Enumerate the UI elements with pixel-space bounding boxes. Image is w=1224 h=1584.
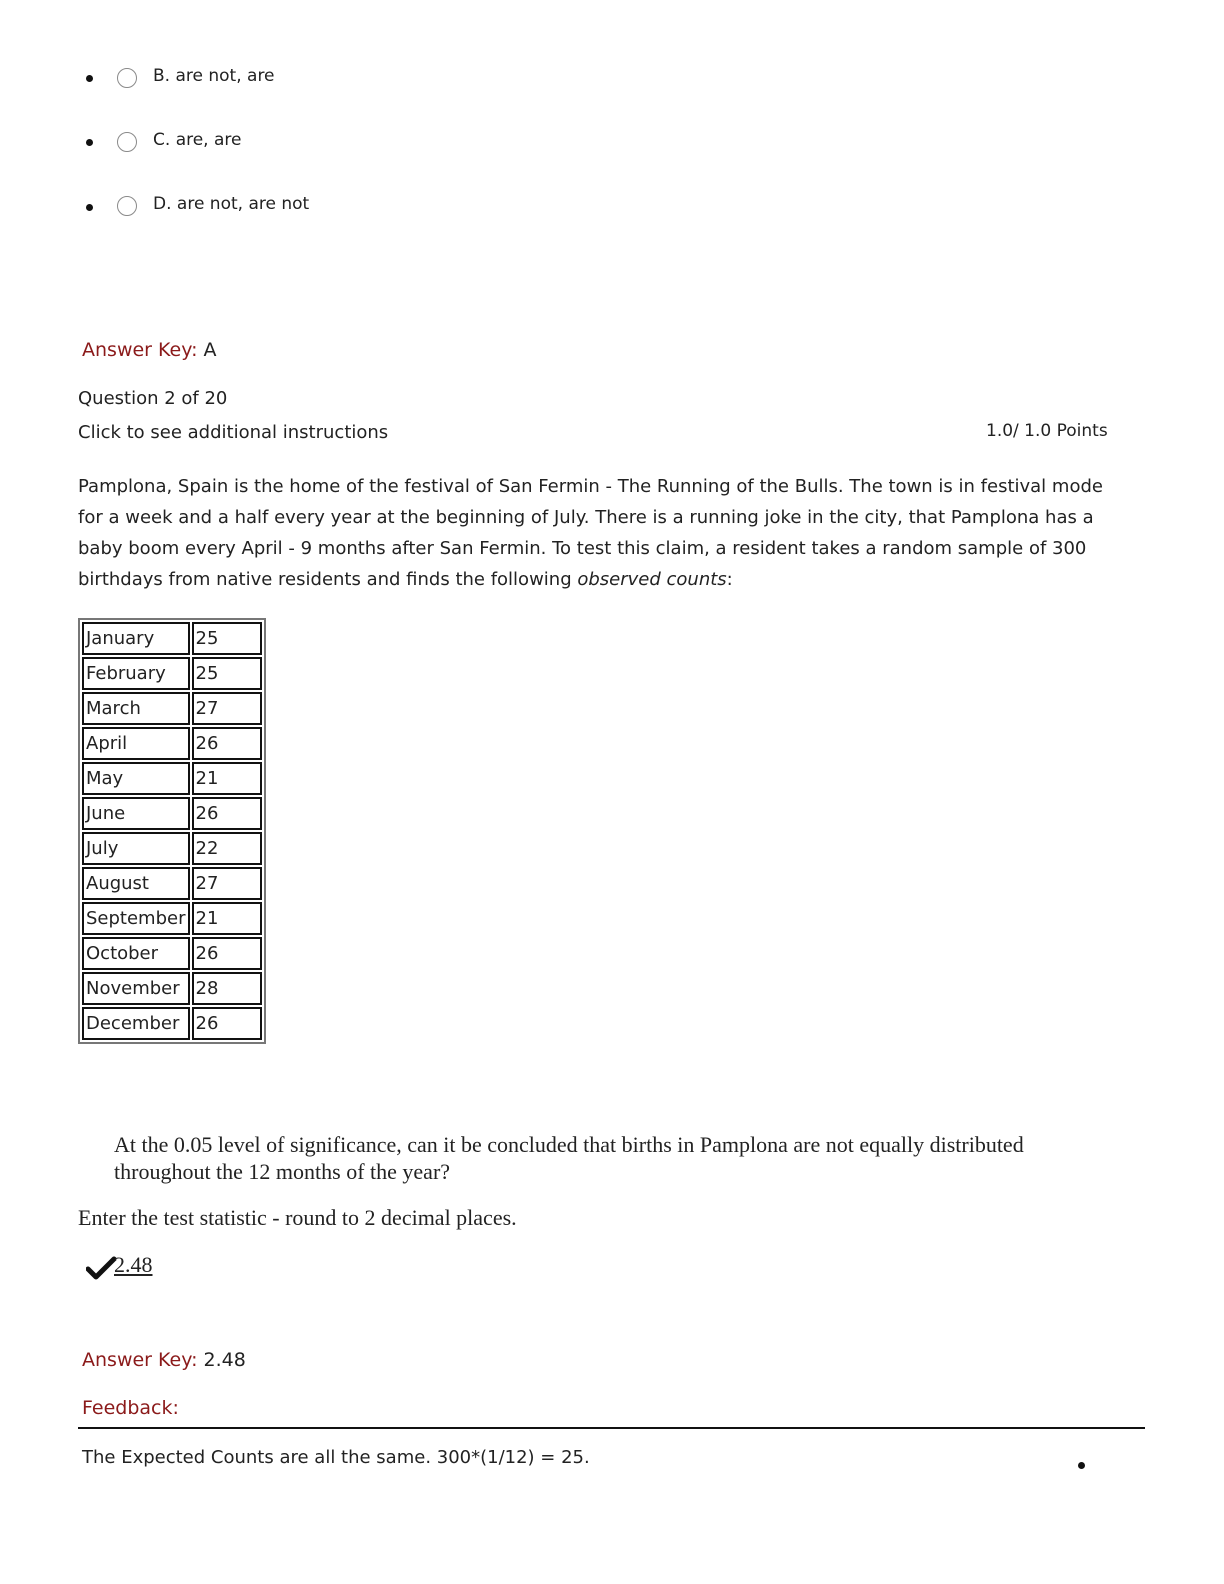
test-statistic-prompt: Enter the test statistic - round to 2 decimal places. xyxy=(78,1205,517,1230)
month-cell: February xyxy=(82,657,190,690)
count-cell: 27 xyxy=(192,692,262,725)
count-cell: 25 xyxy=(192,622,262,655)
table-row xyxy=(82,692,262,725)
table-row xyxy=(82,727,262,760)
month-cell: May xyxy=(82,762,190,795)
month-cell: January xyxy=(82,622,190,655)
month-cell: November xyxy=(82,972,190,1005)
count-cell: 26 xyxy=(192,727,262,760)
observed-counts-table xyxy=(78,618,266,1044)
question-body: Pamplona, Spain is the home of the festival of San Fermin - The Running of the Bulls. The town is in festival mode for a week and a half every year at the beginning of July. There is a running joke in the city, that Pamplona has a baby boom every April - 9 months after San Fermin. To test this claim, a resident takes a random sample of 300 birthdays from native residents and finds the following observed counts: xyxy=(78,476,1103,590)
table-row xyxy=(82,937,262,970)
month-cell: July xyxy=(82,832,190,865)
bullet xyxy=(86,75,93,82)
submitted-answer: 2.48 xyxy=(114,1252,153,1277)
count-cell: 22 xyxy=(192,832,262,865)
table-row xyxy=(82,797,262,830)
q1-answer-key: Answer Key: A xyxy=(82,339,217,361)
bullet xyxy=(1078,1462,1085,1469)
month-cell: March xyxy=(82,692,190,725)
points-value: 1.0/ 1.0 Points xyxy=(986,421,1108,441)
bullet xyxy=(86,139,93,146)
month-cell: August xyxy=(82,867,190,900)
count-cell: 27 xyxy=(192,867,262,900)
additional-instructions-link[interactable]: Click to see additional instructions xyxy=(78,422,389,443)
feedback-text: The Expected Counts are all the same. 300*(1/12) = 25. xyxy=(82,1447,590,1468)
table-row xyxy=(82,832,262,865)
count-cell: 21 xyxy=(192,762,262,795)
month-cell: September xyxy=(82,902,190,935)
table-row xyxy=(82,762,262,795)
question-number: Question 2 of 20 xyxy=(78,388,228,409)
bullet xyxy=(86,204,93,211)
month-cell: December xyxy=(82,1007,190,1040)
table-row xyxy=(82,902,262,935)
table-row xyxy=(82,657,262,690)
option-d-label: D. are not, are not xyxy=(153,194,310,214)
month-cell: October xyxy=(82,937,190,970)
table-row xyxy=(82,622,262,655)
table-row xyxy=(82,867,262,900)
answer-key: Answer Key: 2.48 xyxy=(82,1349,246,1371)
month-cell: June xyxy=(82,797,190,830)
option-c-label: C. are, are xyxy=(153,130,242,150)
count-cell: 26 xyxy=(192,1007,262,1040)
option-b-label: B. are not, are xyxy=(153,66,275,86)
radio-option-d[interactable] xyxy=(117,196,137,216)
table-row xyxy=(82,972,262,1005)
count-cell: 26 xyxy=(192,937,262,970)
feedback-label: Feedback: xyxy=(82,1397,179,1419)
count-cell: 26 xyxy=(192,797,262,830)
count-cell: 28 xyxy=(192,972,262,1005)
feedback-divider xyxy=(78,1427,1145,1429)
count-cell: 25 xyxy=(192,657,262,690)
radio-option-b[interactable] xyxy=(117,68,137,88)
significance-question: At the 0.05 level of significance, can it be concluded that births in Pamplona are not equally distributed throughout the 12 months of the year? xyxy=(114,1132,1024,1184)
count-cell: 21 xyxy=(192,902,262,935)
table-row xyxy=(82,1007,262,1040)
month-cell: April xyxy=(82,727,190,760)
radio-option-c[interactable] xyxy=(117,132,137,152)
correct-check-icon xyxy=(86,1256,116,1280)
